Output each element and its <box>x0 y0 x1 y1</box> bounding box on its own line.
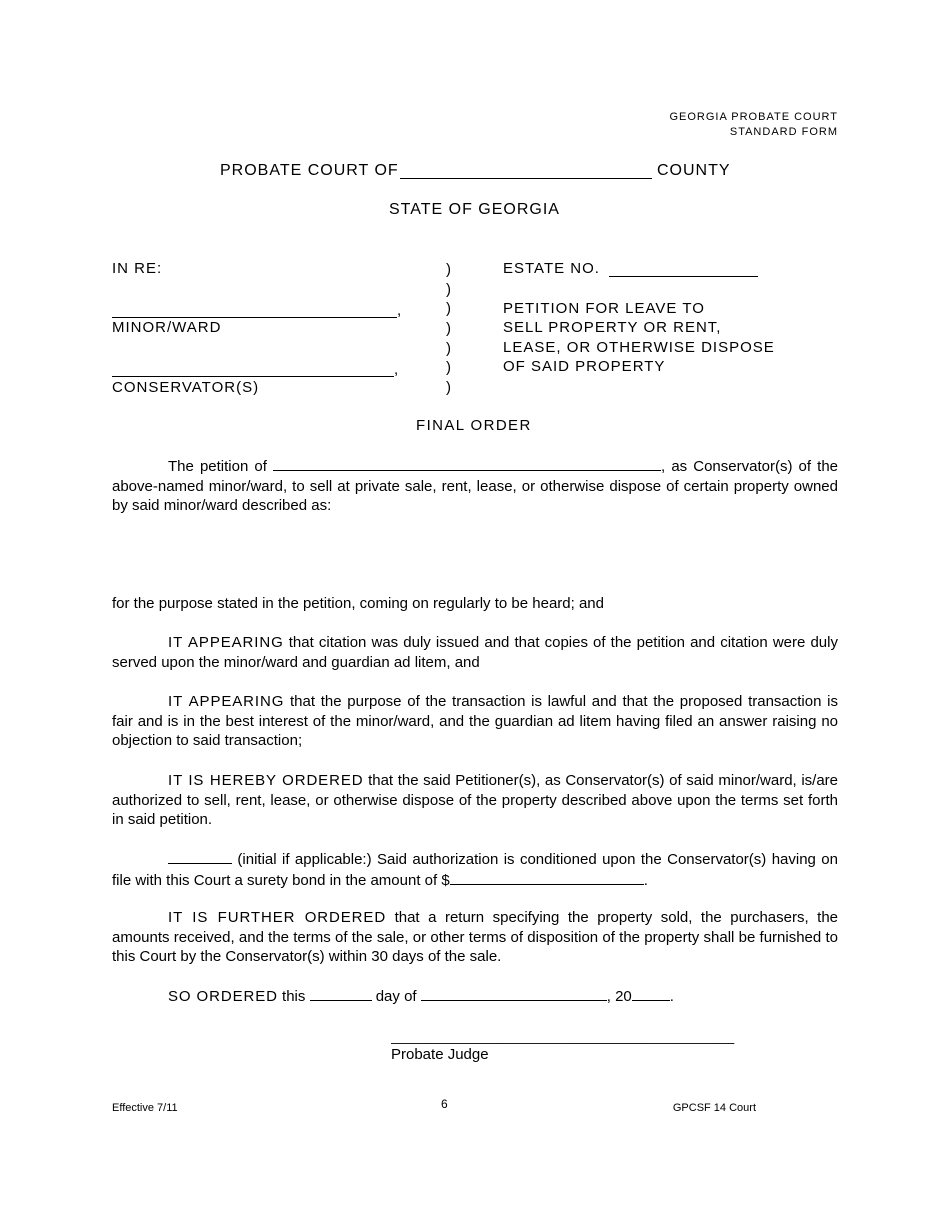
final-order-title: FINAL ORDER <box>416 417 532 434</box>
paragraph-purpose <box>112 594 838 614</box>
probate-judge-label: Probate Judge <box>391 1046 489 1063</box>
petition-title-line-4: OF SAID PROPERTY <box>503 358 666 375</box>
minor-ward-name-blank[interactable] <box>112 317 397 318</box>
paren-3: ) <box>446 300 451 317</box>
minor-ward-comma: , <box>397 302 402 319</box>
conservators-label: CONSERVATOR(S) <box>112 379 260 396</box>
estate-no-blank[interactable] <box>609 276 758 277</box>
it-appearing-lead-1: IT APPEARING <box>168 634 284 651</box>
so-ordered-period: . <box>669 988 674 1005</box>
purpose-text: for the purpose stated in the petition, coming on regularly to be heard; and <box>112 595 604 612</box>
petition-of-text: , as Conservator(s) of the above-named minor/ward, to sell at private sale, rent, lease, or otherwise dispose of certain property owned by said minor/ward described as: <box>112 458 839 514</box>
paragraph-petition-of <box>112 456 838 516</box>
minor-ward-label: MINOR/WARD <box>112 319 222 336</box>
surety-bond-text: (initial if applicable:) Said authorization is conditioned upon the Conservator(s) having on file with this Court a surety bond in the amount of $ <box>112 851 838 889</box>
hereby-ordered-lead: IT IS HEREBY ORDERED <box>168 772 364 789</box>
month-blank[interactable] <box>421 986 607 1001</box>
paren-6: ) <box>446 359 451 376</box>
day-blank[interactable] <box>310 986 372 1001</box>
paren-2: ) <box>446 281 451 298</box>
conservator-comma: , <box>394 361 399 378</box>
surety-bond-period: . <box>643 871 648 889</box>
petition-title-line-2: SELL PROPERTY OR RENT, <box>503 319 722 336</box>
county-label: COUNTY <box>657 162 731 179</box>
paragraph-further-ordered <box>112 908 838 967</box>
lawful-text: that the purpose of the transaction is lawful and that the proposed transaction is fair and is in the best interest of the minor/ward, and the guardian ad litem having filed an answer raising no objection to said transaction; <box>112 693 838 749</box>
paren-7: ) <box>446 379 451 396</box>
paragraph-surety-bond <box>112 849 838 890</box>
so-ordered-year-prefix: , 20 <box>606 988 632 1005</box>
initial-blank[interactable] <box>168 849 232 864</box>
citation-text: that citation was duly issued and that copies of the petition and citation were duly served upon the minor/ward and guardian ad litem, and <box>112 634 838 671</box>
hereby-ordered-text: that the said Petitioner(s), as Conservator(s) of said minor/ward, is/are authorized to sell, rent, lease, or otherwise dispose of the property described above upon the terms set forth in said petition. <box>112 772 839 828</box>
paren-4: ) <box>446 320 451 337</box>
estate-no-label: ESTATE NO. <box>503 260 600 277</box>
bond-amount-blank[interactable] <box>450 870 644 885</box>
in-re-label: IN RE: <box>112 260 163 277</box>
paragraph-citation <box>112 633 838 672</box>
header-court-name: GEORGIA PROBATE COURT <box>669 111 838 123</box>
petition-title-line-3: LEASE, OR OTHERWISE DISPOSE <box>503 339 775 356</box>
so-ordered-line <box>168 986 674 1005</box>
paren-5: ) <box>446 340 451 357</box>
so-ordered-day-of: day of <box>371 988 421 1005</box>
so-ordered-label: SO ORDERED <box>168 988 278 1005</box>
further-ordered-text: that a return specifying the property sold, the purchasers, the amounts received, and the terms of the sale, or other terms of disposition of the property shall be furnished to this Court by the Conservator(s) within 30 days of the sale. <box>112 909 839 965</box>
footer-page-number: 6 <box>441 1097 448 1111</box>
judge-signature-line[interactable]: ___________________________________________ <box>391 1028 735 1044</box>
footer-form-code: GPCSF 14 Court <box>672 1102 756 1114</box>
footer-effective-date: Effective 7/11 <box>112 1102 178 1114</box>
year-blank[interactable] <box>632 986 670 1001</box>
further-ordered-lead: IT IS FURTHER ORDERED <box>168 909 387 926</box>
probate-court-of-label: PROBATE COURT OF <box>220 162 399 179</box>
paragraph-lawful <box>112 692 838 751</box>
paragraph-hereby-ordered <box>112 771 838 830</box>
header-form-type: STANDARD FORM <box>729 126 838 138</box>
it-appearing-lead-2: IT APPEARING <box>168 693 285 710</box>
county-name-blank[interactable] <box>400 178 652 179</box>
petition-title-line-1: PETITION FOR LEAVE TO <box>503 300 705 317</box>
so-ordered-this: this <box>277 988 310 1005</box>
petition-of-lead: The petition of <box>168 458 267 475</box>
paren-1: ) <box>446 261 451 278</box>
petitioner-name-blank[interactable] <box>273 456 661 471</box>
conservator-name-blank[interactable] <box>112 376 394 377</box>
state-of-georgia: STATE OF GEORGIA <box>389 201 560 218</box>
